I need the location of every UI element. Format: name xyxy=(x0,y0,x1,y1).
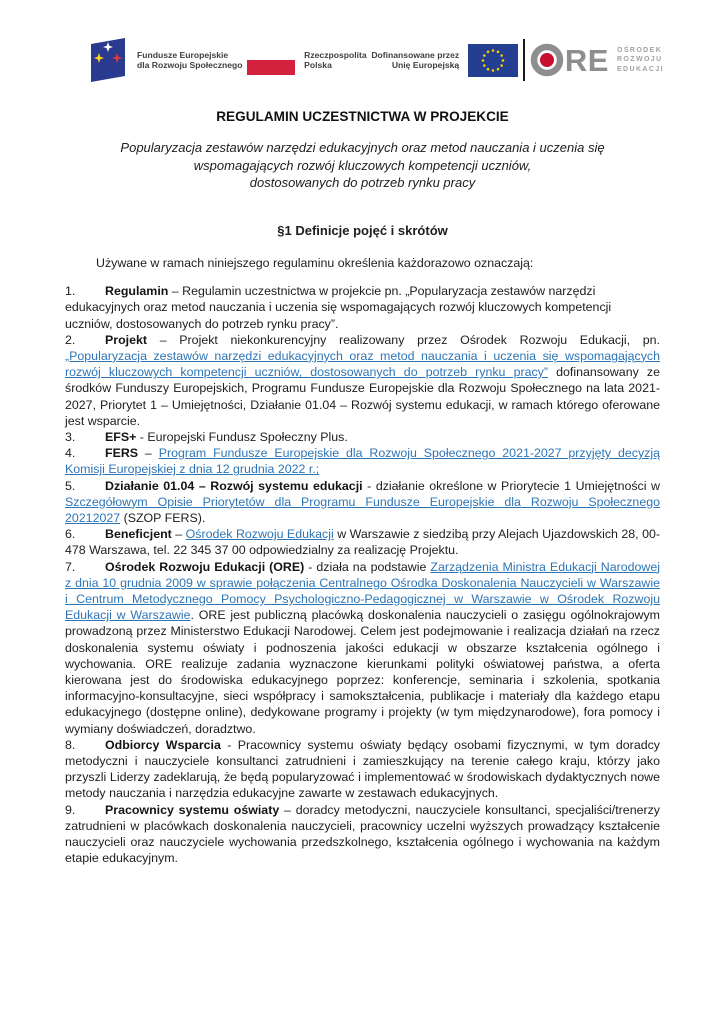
poland-flag-icon xyxy=(247,45,295,75)
item-number: 9. xyxy=(65,802,76,817)
intro-paragraph: Używane w ramach niniejszego regulaminu określenia każdorazowo oznaczają: xyxy=(96,255,534,270)
item-number: 6. xyxy=(65,527,76,542)
item-text: - Pracownicy systemu oświaty będący osobami fizycznymi, w tym doradcy metodyczni i nauczyciele konsultanci zatrudnieni i zamieszkujący na terenie całego kraju, którzy jako przyszli Liderzy zadeklarują, że będą popularyzować i implementować w środowiskach dydaktycznych nowe metody nauczania i narzędzia edukacyjne zawarte w zestawach edukacyjnych. xyxy=(65,737,660,801)
poland-label-line2: Polska xyxy=(304,60,332,70)
item-text: - Europejski Fundusz Społeczny Plus. xyxy=(136,429,348,444)
hyperlink[interactable]: Program Fundusze Europejskie dla Rozwoju Społecznego 2021-2027 przyjęty decyzją Komisji Europejskiej z dnia 12 grudnia 2022 r.; xyxy=(65,446,660,477)
hyperlink[interactable]: Szczegółowym Opisie Priorytetów dla Programu Fundusze Europejskie dla Rozwoju Społecznego 20212027 xyxy=(65,494,660,525)
item-text: . ORE jest publiczną placówką doskonalenia nauczycieli o zasięgu ogólnokrajowym prowadzoną przez Ministerstwo Edukacji Narodowej. Celem jest podejmowanie i realizacja działań na rzecz doskonalenia systemu oświaty i podnoszenia jakości edukacji w obszarze kształcenia ogólnego i wychowania. ORE realizuje zadania wyznaczone kierunkami polityki oświatowej państwa, a oferta kierowana jest do środowiska edukacyjnego poprzez: konferencje, seminaria i szkolenia, spotkania informacyjno-konsultacyjne, sieci współpracy i samokształcenia, publikacje i materiały dla każdego etapu edukacyjnego (dostępne online), dedykowane programy i projekty (w tym międzynarodowe), fora pomocy i wymiany doświadczeń, doradztwo. xyxy=(65,608,660,736)
item-text: – Regulamin uczestnictwa w projekcie pn. „Popularyzacja zestawów narzędzi edukacyjnych oraz metod nauczania i uczenia się wspomagających rozwój kluczowych kompetencji uczniów, dostosowanych do potrzeb rynku pracy”. xyxy=(65,284,612,331)
definition-item xyxy=(65,559,660,737)
definition-item xyxy=(65,283,660,332)
term-bold: Działanie 01.04 – Rozwój systemu edukacji xyxy=(105,478,363,493)
definition-item xyxy=(65,332,660,429)
hyperlink[interactable]: Zarządzenia Ministra Edukacji Narodowej z dnia 10 grudnia 2009 w sprawie połączenia Centralnego Ośrodka Doskonalenia Nauczycieli w Warszawie i Centrum Metodycznego Pomocy Psychologiczno-Pedagogicznej w Warszawie w Ośrodek Rozwoju Edukacji w Warszawie xyxy=(65,559,661,623)
term-bold: Regulamin xyxy=(105,284,169,299)
item-text: dofinansowany ze środków Funduszy Europejskich, Programu Fundusze Europejskie dla Rozwoju Społecznego na lata 2021-2027, Priorytet 1 – Umiejętności, Działanie 01.04 – Rozwój systemu edukacji, w ramach którego oferowane jest wsparcie. xyxy=(65,365,660,428)
eu-cofunded-logo xyxy=(371,44,518,77)
item-number: 7. xyxy=(65,559,76,574)
hyperlink[interactable]: Ośrodek Rozwoju Edukacji xyxy=(185,527,334,542)
item-number: 5. xyxy=(65,478,76,493)
ore-letters: RE xyxy=(564,42,609,78)
item-text: – xyxy=(171,527,186,542)
document-body xyxy=(0,109,724,866)
ore-logo xyxy=(530,43,664,77)
definition-item xyxy=(65,429,660,445)
poland-logo-label xyxy=(304,50,367,71)
item-text: – doradcy metodyczni, nauczyciele konsultanci, specjaliści/trenerzy zatrudnieni w placówkach doskonalenia nauczycieli, pracownicy uczelni wyższych prowadzący kształcenie nauczycieli oraz nauczyciele wychowania przedszkolnego, kształcenia ogólnego i wychowania na każdym etapie edukacyjnym. xyxy=(65,802,660,866)
eu-funds-logo xyxy=(88,36,243,84)
definitions-list xyxy=(65,283,660,866)
item-number: 4. xyxy=(65,446,76,461)
item-text: – xyxy=(138,446,159,461)
term-bold: Projekt xyxy=(105,332,148,347)
term-bold: FERS xyxy=(105,446,139,461)
eu-flag-icon xyxy=(468,44,518,77)
subtitle-line1: Popularyzacja zestawów narzędzi edukacyjnych oraz metod nauczania i uczenia się xyxy=(120,140,605,155)
definition-item xyxy=(65,478,660,527)
term-bold: Beneficjent xyxy=(105,527,172,542)
term-bold: Odbiorcy Wsparcia xyxy=(105,737,221,752)
eu-funds-flag-icon xyxy=(88,36,128,84)
hyperlink[interactable]: „Popularyzacja zestawów narzędzi edukacyjnych oraz metod nauczania i uczenia się wspomagających rozwój kluczowych kompetencji uczniów, dostosowanych do potrzeb rynku pracy” xyxy=(65,348,660,380)
header-divider xyxy=(523,39,526,81)
definition-item xyxy=(65,445,660,477)
eu-cofunded-label-line2: Unię Europejską xyxy=(391,60,460,70)
item-text: - działa na podstawie xyxy=(304,559,431,574)
item-text: w Warszawie z siedzibą przy Alejach Ujazdowskich 28, 00-478 Warszawa, tel. 22 345 37 00 odpowiedzialny za realizację Projektu. xyxy=(65,527,660,558)
ore-wordmark xyxy=(530,43,609,77)
item-number: 3. xyxy=(65,429,76,444)
subtitle-line3: dostosowanych do potrzeb rynku pracy xyxy=(249,175,476,190)
term-bold: Ośrodek Rozwoju Edukacji (ORE) xyxy=(105,559,305,574)
eu-funds-label-line2: dla Rozwoju Społecznego xyxy=(137,60,243,70)
eu-cofunded-label xyxy=(371,50,459,71)
page-title: REGULAMIN UCZESTNICTWA W PROJEKCIE xyxy=(216,109,509,124)
eu-funds-label-line1: Fundusze Europejskie xyxy=(137,49,229,60)
project-subtitle xyxy=(65,139,660,192)
subtitle-line2: wspomagających rozwój kluczowych kompetencji uczniów, xyxy=(193,157,532,173)
definition-item xyxy=(65,802,660,867)
section-heading: §1 Definicje pojęć i skrótów xyxy=(277,222,448,238)
item-number: 8. xyxy=(65,737,76,752)
poland-label-line1: Rzeczpospolita xyxy=(304,49,367,60)
ore-sub-line1: OŚRODEK xyxy=(616,46,663,54)
term-bold: Pracownicy systemu oświaty xyxy=(105,802,280,817)
eu-funds-logo-label xyxy=(137,50,243,71)
ore-sub-label xyxy=(617,46,664,75)
ore-sub-line2: ROZWOJU xyxy=(616,56,663,64)
item-number: 2. xyxy=(65,332,76,347)
term-bold: EFS+ xyxy=(105,429,137,444)
item-text: (SZOP FERS). xyxy=(120,510,206,525)
logos-header xyxy=(0,0,724,84)
item-number: 1. xyxy=(65,284,76,299)
eu-cofunded-label-line1: Dofinansowane przez xyxy=(371,49,460,60)
ore-sub-line3: EDUKACJI xyxy=(616,65,664,73)
ore-o-icon xyxy=(530,43,564,77)
definition-item xyxy=(65,526,660,558)
poland-logo xyxy=(247,45,367,75)
item-text: – Projekt niekonkurencyjny realizowany przez Ośrodek Rozwoju Edukacji, pn. xyxy=(147,332,660,347)
definition-item xyxy=(65,737,660,802)
item-text: - działanie określone w Priorytecie 1 Umiejętności w xyxy=(362,478,660,493)
